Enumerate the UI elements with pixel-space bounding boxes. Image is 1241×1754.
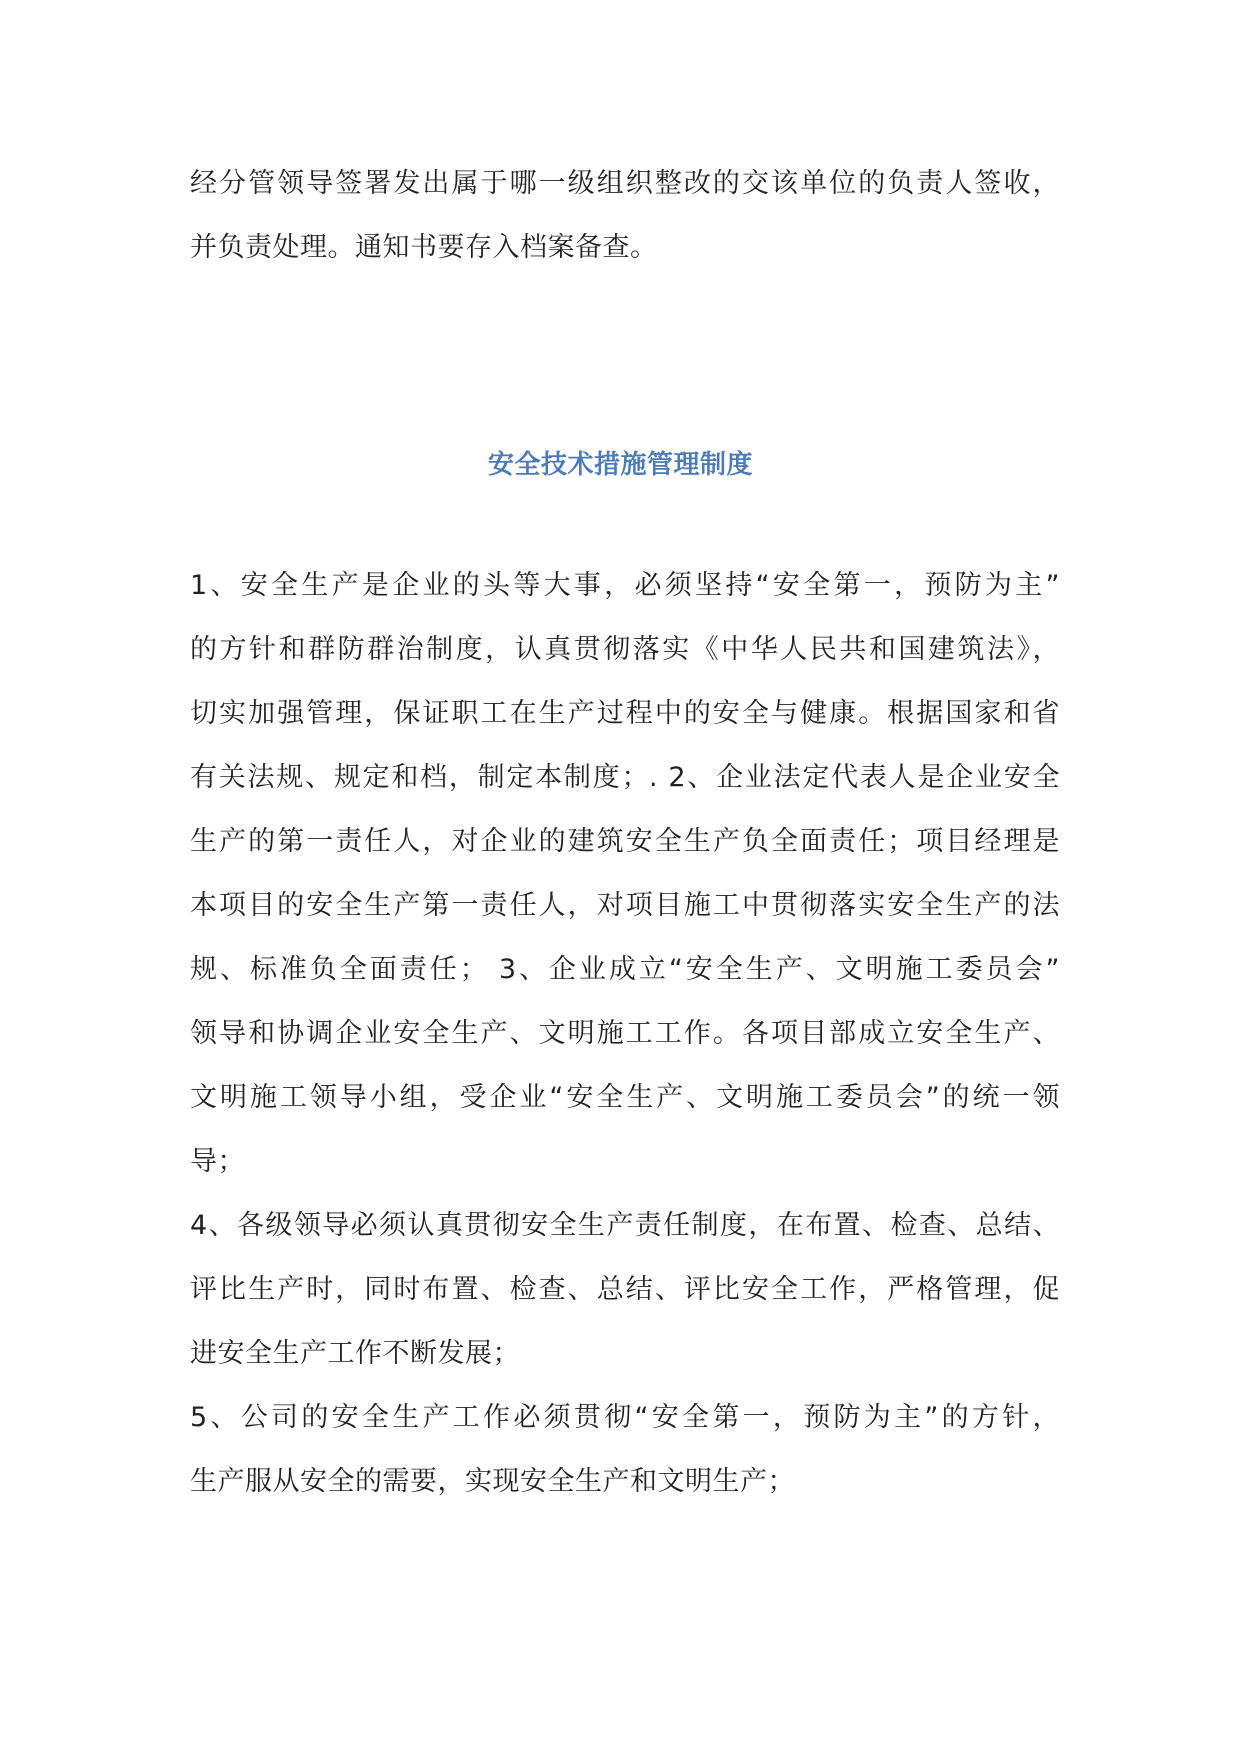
text-line: 评比生产时，同时布置、检查、总结、评比安全工作，严格管理，促 <box>190 1274 1060 1305</box>
text-line: 生产的第一责任人，对企业的建筑安全生产负全面责任；项目经理是 <box>190 826 1060 857</box>
text-line: 并负责处理。通知书要存入档案备查。 <box>190 232 658 263</box>
body-paragraphs <box>190 554 1060 1514</box>
text-line: 导； <box>190 1146 245 1177</box>
section-title: 安全技术措施管理制度 <box>487 450 753 480</box>
text-line: 规、标准负全面责任； 3、企业成立“安全生产、文明施工委员会” <box>190 954 1060 985</box>
text-line: 领导和协调企业安全生产、文明施工工作。各项目部成立安全生产、 <box>190 1018 1060 1049</box>
intro-paragraph <box>190 152 1060 280</box>
text-line: 的方针和群防群治制度，认真贯彻落实《中华人民共和国建筑法》， <box>190 634 1060 665</box>
text-line: 有关法规、规定和档，制定本制度；. 2、企业法定代表人是企业安全 <box>190 762 1060 793</box>
text-line: 5、公司的安全生产工作必须贯彻“安全第一，预防为主”的方针， <box>190 1402 1060 1433</box>
text-line: 1、安全生产是企业的头等大事，必须坚持“安全第一，预防为主” <box>190 570 1060 601</box>
text-line: 4、各级领导必须认真贯彻安全生产责任制度，在布置、检查、总结、 <box>190 1210 1060 1241</box>
text-line: 文明施工领导小组，受企业“安全生产、文明施工委员会”的统一领 <box>190 1082 1060 1113</box>
text-line: 经分管领导签署发出属于哪一级组织整改的交该单位的负责人签收， <box>190 168 1060 199</box>
text-line: 生产服从安全的需要，实现安全生产和文明生产； <box>190 1466 795 1497</box>
text-line: 本项目的安全生产第一责任人，对项目施工中贯彻落实安全生产的法 <box>190 890 1060 921</box>
text-line: 进安全生产工作不断发展； <box>190 1338 520 1369</box>
text-line: 切实加强管理，保证职工在生产过程中的安全与健康。根据国家和省 <box>190 698 1060 729</box>
